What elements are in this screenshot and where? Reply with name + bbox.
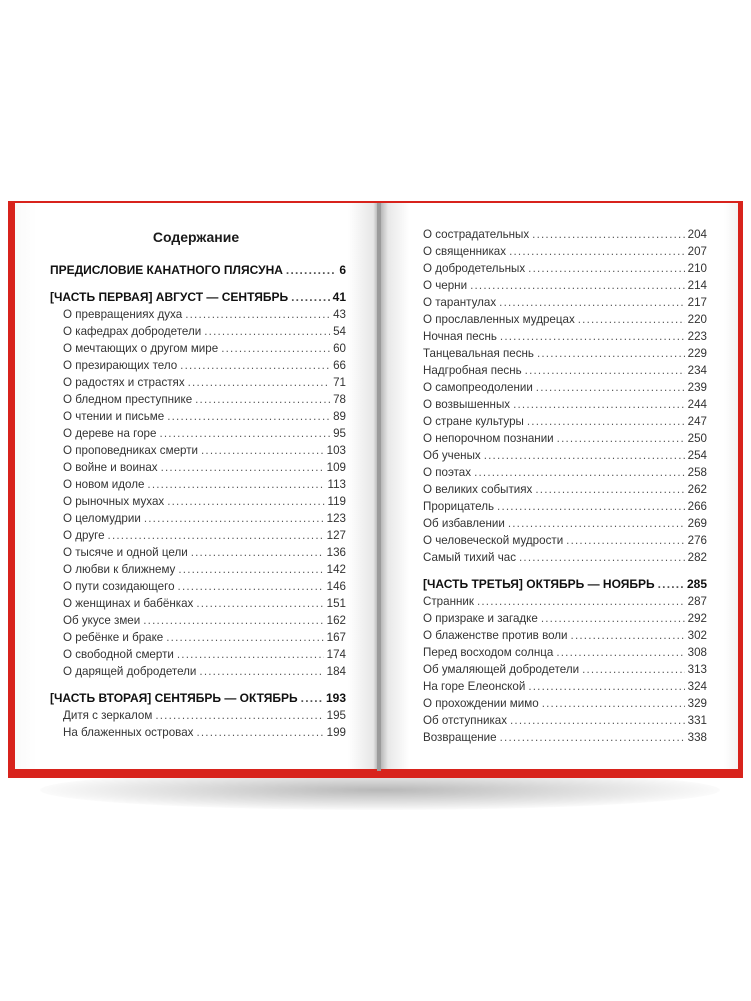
- toc-entry-title: О целомудрии: [63, 512, 141, 525]
- toc-entry-title: Странник: [423, 595, 474, 608]
- toc-entry: [50, 707, 346, 724]
- dot-leader: [536, 379, 685, 396]
- toc-page-number: 162: [326, 614, 346, 627]
- toc-entry-title: О кафедрах добродетели: [63, 325, 202, 338]
- toc-entry: [423, 549, 707, 566]
- toc-entry: [50, 629, 346, 646]
- dot-leader: [188, 374, 330, 391]
- toc-entry: [423, 447, 707, 464]
- dot-leader: [542, 695, 685, 712]
- dot-leader: [201, 442, 324, 459]
- toc-entry: [423, 729, 707, 746]
- dot-leader: [167, 408, 330, 425]
- toc-entry: [423, 661, 707, 678]
- toc-entry-title: О презирающих тело: [63, 359, 178, 372]
- toc-entry-title: О черни: [423, 279, 468, 292]
- toc-right-list: [423, 226, 707, 746]
- toc-page-number: 220: [687, 313, 707, 326]
- toc-page-number: 254: [687, 449, 707, 462]
- toc-section-heading: [50, 690, 346, 707]
- toc-entry: [423, 464, 707, 481]
- toc-entry-title: О великих событиях: [423, 483, 533, 496]
- toc-entry: [50, 442, 346, 459]
- toc-page-number: 6: [339, 263, 346, 277]
- toc-page-number: 338: [687, 731, 707, 744]
- dot-leader: [155, 707, 323, 724]
- dot-leader: [196, 724, 323, 741]
- toc-entry: [423, 243, 707, 260]
- toc-entry-title: О рыночных мухах: [63, 495, 165, 508]
- toc-entry-title: О стране культуры: [423, 415, 524, 428]
- toc-entry: [50, 510, 346, 527]
- toc-page-number: 308: [687, 646, 707, 659]
- toc-entry: [423, 277, 707, 294]
- toc-entry: [50, 357, 346, 374]
- dot-leader: [167, 493, 324, 510]
- toc-entry: [423, 610, 707, 627]
- dot-leader: [477, 593, 685, 610]
- toc-entry: [50, 544, 346, 561]
- toc-entry: [50, 612, 346, 629]
- toc-section-heading: [50, 289, 346, 306]
- toc-page-number: 66: [333, 359, 346, 372]
- toc-entry: [50, 323, 346, 340]
- dot-leader: [470, 277, 685, 294]
- dot-leader: [537, 345, 685, 362]
- toc-entry: [423, 430, 707, 447]
- toc-page-number: 269: [687, 517, 707, 530]
- toc-entry-title: На блаженных островах: [63, 726, 194, 739]
- toc-entry-title: Возвращение: [423, 731, 497, 744]
- dot-leader: [541, 610, 685, 627]
- toc-entry-title: О чтении и письме: [63, 410, 165, 423]
- toc-page-number: 119: [327, 495, 346, 508]
- toc-entry-title: Ночная песнь: [423, 330, 497, 343]
- toc-entry-title: [ЧАСТЬ ВТОРАЯ] СЕНТЯБРЬ — ОКТЯБРЬ: [50, 691, 298, 705]
- dot-leader: [510, 712, 685, 729]
- toc-entry-title: Об умаляющей добродетели: [423, 663, 580, 676]
- toc-page-number: 142: [326, 563, 346, 576]
- dot-leader: [528, 678, 684, 695]
- toc-entry: [423, 593, 707, 610]
- toc-entry-title: О добродетельных: [423, 262, 526, 275]
- toc-entry: [423, 345, 707, 362]
- toc-entry-title: Прорицатель: [423, 500, 495, 513]
- toc-entry-title: О блаженстве против воли: [423, 629, 568, 642]
- toc-entry: [423, 413, 707, 430]
- dot-leader: [144, 510, 324, 527]
- dot-leader: [500, 729, 685, 746]
- toc-page-number: 127: [326, 529, 346, 542]
- toc-left-list: [50, 262, 346, 741]
- toc-entry-title: [ЧАСТЬ ТРЕТЬЯ] ОКТЯБРЬ — НОЯБРЬ: [423, 577, 655, 591]
- toc-entry-title: О непорочном познании: [423, 432, 554, 445]
- toc-entry: [50, 561, 346, 578]
- toc-title: Содержание: [152, 229, 240, 245]
- toc-page-number: 207: [687, 245, 707, 258]
- toc-page-number: 204: [687, 228, 707, 241]
- toc-entry-title: Об избавлении: [423, 517, 505, 530]
- toc-page-number: 285: [686, 577, 707, 591]
- toc-entry: [50, 408, 346, 425]
- toc-entry: [50, 425, 346, 442]
- toc-entry: [50, 646, 346, 663]
- toc-entry-title: О дереве на горе: [63, 427, 157, 440]
- dot-leader: [180, 357, 330, 374]
- toc-page-number: 313: [687, 663, 707, 676]
- toc-entry: [423, 481, 707, 498]
- dot-leader: [185, 306, 330, 323]
- toc-page-number: 89: [333, 410, 346, 423]
- dot-leader: [301, 690, 323, 707]
- toc-section-heading: [423, 576, 707, 593]
- toc-entry-title: О войне и воинах: [63, 461, 158, 474]
- toc-page-number: 54: [333, 325, 346, 338]
- toc-entry-title: О мечтающих о другом мире: [63, 342, 219, 355]
- toc-entry: [423, 328, 707, 345]
- toc-entry-title: О ребёнке и браке: [63, 631, 164, 644]
- dot-leader: [204, 323, 330, 340]
- toc-page-number: 78: [333, 393, 346, 406]
- toc-entry: [50, 459, 346, 476]
- dot-leader: [286, 262, 336, 279]
- toc-page-number: 184: [326, 665, 346, 678]
- toc-entry: [423, 294, 707, 311]
- toc-entry: [50, 374, 346, 391]
- dot-leader: [474, 464, 685, 481]
- toc-entry: [423, 644, 707, 661]
- toc-entry: [50, 493, 346, 510]
- toc-page-number: 247: [687, 415, 707, 428]
- dot-leader: [161, 459, 324, 476]
- toc-entry: [50, 391, 346, 408]
- dot-leader: [108, 527, 324, 544]
- toc-page-number: 244: [687, 398, 707, 411]
- toc-entry-title: О сострадательных: [423, 228, 530, 241]
- toc-entry-title: О любви к ближнему: [63, 563, 176, 576]
- toc-page-number: 250: [687, 432, 707, 445]
- toc-entry: [423, 226, 707, 243]
- toc-entry-title: О свободной смерти: [63, 648, 174, 661]
- toc-entry-title: [ЧАСТЬ ПЕРВАЯ] АВГУСТ — СЕНТЯБРЬ: [50, 290, 289, 304]
- dot-leader: [658, 576, 684, 593]
- dot-leader: [519, 549, 685, 566]
- toc-entry: [423, 498, 707, 515]
- toc-entry-title: О друге: [63, 529, 105, 542]
- toc-page-number: 136: [326, 546, 346, 559]
- dot-leader: [177, 646, 324, 663]
- toc-page-number: 123: [326, 512, 346, 525]
- dot-leader: [535, 481, 684, 498]
- toc-entry: [50, 724, 346, 741]
- toc-entry-title: Танцевальная песнь: [423, 347, 534, 360]
- toc-section-heading: [50, 262, 346, 279]
- dot-leader: [509, 243, 685, 260]
- toc-page-number: 71: [333, 376, 346, 389]
- toc-page-number: 146: [326, 580, 346, 593]
- dot-leader: [191, 544, 324, 561]
- toc-entry-title: О возвышенных: [423, 398, 511, 411]
- toc-entry: [423, 379, 707, 396]
- toc-page-number: 103: [326, 444, 346, 457]
- toc-entry-title: О превращениях духа: [63, 308, 183, 321]
- toc-entry-title: О прохождении мимо: [423, 697, 539, 710]
- toc-entry-title: О радостях и страстях: [63, 376, 185, 389]
- toc-entry: [423, 712, 707, 729]
- toc-entry-title: О человеческой мудрости: [423, 534, 564, 547]
- toc-entry: [423, 515, 707, 532]
- toc-entry-title: ПРЕДИСЛОВИЕ КАНАТНОГО ПЛЯСУНА: [50, 263, 283, 277]
- dot-leader: [196, 595, 323, 612]
- toc-entry: [423, 396, 707, 413]
- dot-leader: [556, 644, 684, 661]
- toc-entry: [50, 476, 346, 493]
- toc-entry-title: О тарантулах: [423, 296, 497, 309]
- toc-entry: [50, 527, 346, 544]
- dot-leader: [566, 532, 684, 549]
- toc-page-number: 214: [687, 279, 707, 292]
- toc-entry-title: О пути созидающего: [63, 580, 175, 593]
- toc-page-number: 217: [687, 296, 707, 309]
- dot-leader: [571, 627, 685, 644]
- toc-page-number: 229: [687, 347, 707, 360]
- dot-leader: [500, 328, 685, 345]
- dot-leader: [199, 663, 323, 680]
- toc-page-number: 60: [333, 342, 346, 355]
- dot-leader: [578, 311, 685, 328]
- toc-page-number: 41: [332, 290, 346, 304]
- toc-entry: [423, 362, 707, 379]
- dot-leader: [528, 260, 685, 277]
- toc-page-number: 109: [326, 461, 346, 474]
- toc-page-number: 282: [687, 551, 707, 564]
- toc-entry: [423, 627, 707, 644]
- toc-entry: [50, 595, 346, 612]
- toc-entry-title: Об ученых: [423, 449, 481, 462]
- toc-entry-title: Перед восходом солнца: [423, 646, 554, 659]
- toc-entry: [423, 695, 707, 712]
- dot-leader: [508, 515, 685, 532]
- toc-page-number: 95: [333, 427, 346, 440]
- toc-page-number: 276: [687, 534, 707, 547]
- toc-entry-title: О тысяче и одной цели: [63, 546, 188, 559]
- toc-entry-title: О новом идоле: [63, 478, 145, 491]
- dot-leader: [195, 391, 330, 408]
- toc-entry: [423, 678, 707, 695]
- toc-page-number: 234: [687, 364, 707, 377]
- toc-page-number: 331: [687, 714, 707, 727]
- toc-entry: [423, 260, 707, 277]
- toc-page-number: 302: [687, 629, 707, 642]
- dot-leader: [178, 561, 323, 578]
- dot-leader: [221, 340, 330, 357]
- toc-entry-title: Надгробная песнь: [423, 364, 522, 377]
- toc-page-number: 223: [687, 330, 707, 343]
- toc-entry-title: О священниках: [423, 245, 507, 258]
- toc-page-number: 266: [687, 500, 707, 513]
- dot-leader: [499, 294, 684, 311]
- dot-leader: [582, 661, 685, 678]
- toc-entry-title: О бледном преступнике: [63, 393, 193, 406]
- dot-leader: [166, 629, 323, 646]
- toc-entry: [50, 340, 346, 357]
- toc-page-number: 195: [326, 709, 346, 722]
- dot-leader: [143, 612, 323, 629]
- toc-page-number: 292: [687, 612, 707, 625]
- toc-page-number: 199: [326, 726, 346, 739]
- toc-entry: [423, 311, 707, 328]
- toc-page-number: 167: [326, 631, 346, 644]
- toc-entry: [423, 532, 707, 549]
- toc-entry-title: О прославленных мудрецах: [423, 313, 575, 326]
- toc-page-number: 43: [333, 308, 346, 321]
- toc-page-number: 239: [687, 381, 707, 394]
- dot-leader: [178, 578, 324, 595]
- toc-page-number: 151: [326, 597, 346, 610]
- toc-page-number: 262: [687, 483, 707, 496]
- dot-leader: [557, 430, 685, 447]
- toc-entry-title: Об укусе змеи: [63, 614, 141, 627]
- toc-entry-title: Дитя с зеркалом: [63, 709, 153, 722]
- toc-entry-title: О дарящей добродетели: [63, 665, 197, 678]
- toc-entry-title: На горе Елеонской: [423, 680, 526, 693]
- toc-page-number: 113: [327, 478, 346, 491]
- dot-leader: [527, 413, 685, 430]
- dot-leader: [147, 476, 324, 493]
- dot-leader: [484, 447, 685, 464]
- toc-page-number: 193: [325, 691, 346, 705]
- toc-entry-title: О женщинах и бабёнках: [63, 597, 194, 610]
- toc-entry: [50, 663, 346, 680]
- dot-leader: [291, 289, 330, 306]
- dot-leader: [159, 425, 330, 442]
- toc-entry: [50, 578, 346, 595]
- toc-entry-title: О призраке и загадке: [423, 612, 538, 625]
- dot-leader: [513, 396, 685, 413]
- toc-entry-title: Самый тихий час: [423, 551, 516, 564]
- dot-leader: [497, 498, 685, 515]
- toc-page-number: 174: [326, 648, 346, 661]
- toc-entry: [50, 306, 346, 323]
- toc-page-number: 210: [687, 262, 707, 275]
- toc-entry-title: О проповедниках смерти: [63, 444, 198, 457]
- dot-leader: [525, 362, 685, 379]
- toc-page-number: 287: [687, 595, 707, 608]
- toc-page-number: 324: [687, 680, 707, 693]
- toc-page-number: 258: [687, 466, 707, 479]
- dot-leader: [532, 226, 685, 243]
- toc-entry-title: Об отступниках: [423, 714, 508, 727]
- toc-page-number: 329: [687, 697, 707, 710]
- book-gutter: [377, 203, 381, 771]
- toc-entry-title: О самопреодолении: [423, 381, 533, 394]
- toc-entry-title: О поэтах: [423, 466, 472, 479]
